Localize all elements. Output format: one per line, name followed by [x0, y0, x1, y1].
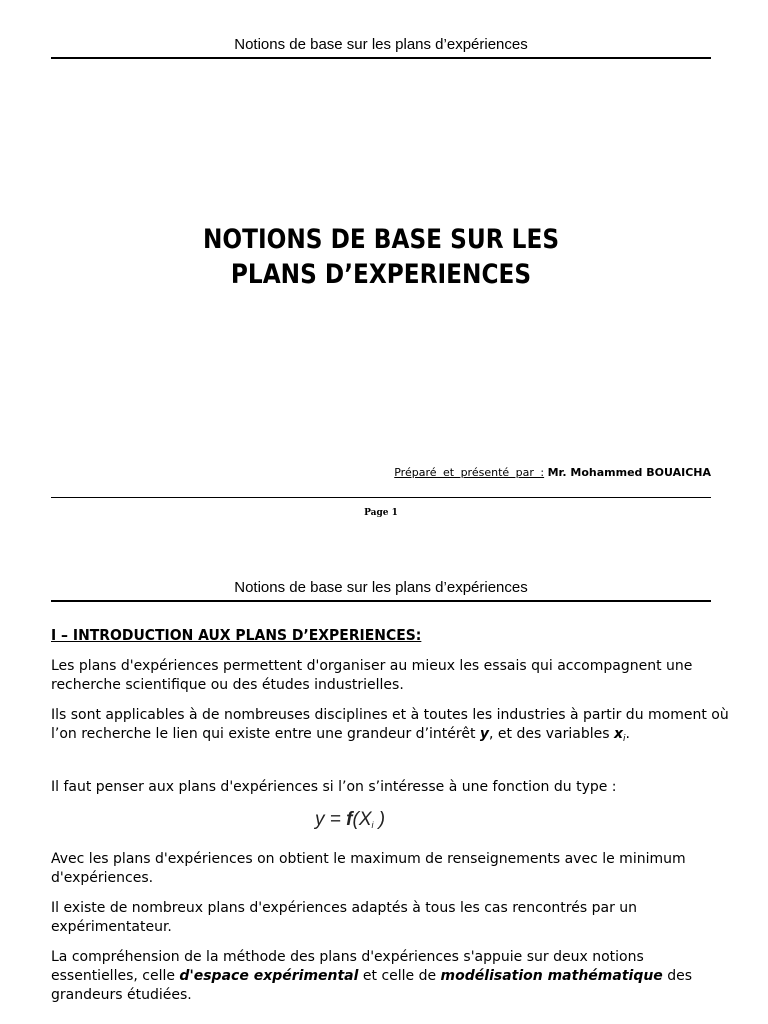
page-number: Page 1: [364, 508, 398, 518]
section-title: I – INTRODUCTION AUX PLANS D’EXPERIENCES:: [51, 626, 422, 644]
emphasis-term: d'espace expérimental: [179, 968, 359, 984]
text-run: .: [625, 726, 630, 742]
paragraph: [51, 850, 731, 888]
formula-open: (: [352, 809, 359, 830]
paragraph: [51, 657, 731, 695]
paragraph-text: Avec les plans d'expériences on obtient le maximum de renseignements avec le minimum d'expériences.: [51, 851, 686, 886]
formula-close: ): [373, 809, 386, 830]
paragraph-text: [51, 706, 731, 749]
paragraph-text: Il faut penser aux plans d'expériences si l’on s’intéresse à une fonction du type :: [51, 779, 617, 795]
author-name: Mr. Mohammed BOUAICHA: [547, 466, 711, 479]
text-run: , et des variables: [489, 726, 614, 742]
paragraph: [51, 778, 731, 797]
formula-subscript: i: [371, 820, 374, 830]
author-line: [394, 466, 711, 480]
paragraph: [51, 948, 731, 1005]
variable-y: y: [479, 726, 490, 742]
paragraph-text: [51, 948, 731, 1005]
header-rule: [51, 57, 711, 59]
prepared-by-label: Préparé et présenté par :: [394, 466, 545, 479]
paragraph-text: Les plans d'expériences permettent d'organiser au mieux les essais qui accompagnent une recherche scientifique ou des études industrielles.: [51, 658, 693, 693]
formula-y: y: [315, 809, 325, 830]
formula-f: f: [346, 809, 353, 830]
text-run: et celle de: [358, 968, 441, 984]
emphasis-term: modélisation mathématique: [440, 968, 663, 984]
text-run: La compréhension de la méthode des plans d'expériences s'appuie sur deux notions essentielles, celle: [51, 949, 644, 984]
variable-x: x: [613, 726, 623, 742]
footer-rule: [51, 497, 711, 498]
running-header: Notions de base sur les plans d’expériences: [234, 36, 528, 53]
paragraph: [51, 899, 731, 937]
paragraph-text: Il existe de nombreux plans d'expériences adaptés à tous les cas rencontrés par un expérimentateur.: [51, 900, 638, 935]
text-run: des grandeurs étudiées.: [51, 968, 693, 1003]
formula-equals: =: [324, 809, 347, 830]
header-rule: [51, 600, 711, 602]
document-title: [97, 222, 665, 292]
paragraph: [51, 706, 731, 749]
subscript-i: i: [622, 734, 626, 744]
text-run: Ils sont applicables à de nombreuses disciplines et à toutes les industries à partir du moment où l’on recherche le lien qui existe entre une grandeur d’intérêt: [51, 707, 729, 742]
title-line-1: NOTIONS DE BASE SUR LES: [202, 224, 560, 255]
formula: [315, 809, 385, 836]
formula-x: X: [358, 809, 372, 830]
running-header: Notions de base sur les plans d’expériences: [234, 579, 528, 596]
title-line-2: PLANS D’EXPERIENCES: [230, 259, 532, 290]
